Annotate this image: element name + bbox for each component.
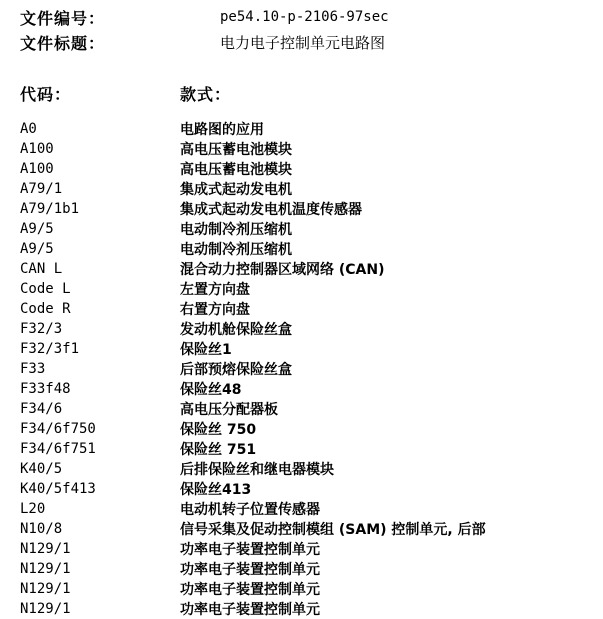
- list-item: [20, 159, 600, 179]
- description-column-header: 款式：: [180, 85, 232, 104]
- document-number-row: [20, 6, 389, 28]
- component-description: 功率电子装置控制单元: [180, 602, 320, 618]
- component-code: A79/1b1: [20, 201, 80, 217]
- list-item: [20, 479, 600, 499]
- component-description: 后排保险丝和继电器模块: [180, 462, 334, 478]
- list-item: [20, 459, 600, 479]
- component-code: Code L: [20, 281, 71, 297]
- component-description: 保险丝48: [180, 382, 242, 398]
- list-item: [20, 259, 600, 279]
- component-code: A100: [20, 161, 54, 177]
- list-item: [20, 599, 600, 619]
- component-code: K40/5: [20, 461, 63, 477]
- component-code: F32/3: [20, 321, 63, 337]
- list-item: [20, 219, 600, 239]
- component-description: 功率电子装置控制单元: [180, 562, 320, 578]
- component-description: 集成式起动发电机: [180, 182, 292, 198]
- component-code: A9/5: [20, 241, 54, 257]
- component-code: L20: [20, 501, 46, 517]
- list-item: [20, 519, 600, 539]
- component-code: F34/6f751: [20, 441, 96, 457]
- component-description: 发动机舱保险丝盒: [180, 322, 292, 338]
- component-description: 功率电子装置控制单元: [180, 542, 320, 558]
- component-code: N129/1: [20, 541, 71, 557]
- component-code: F33f48: [20, 381, 71, 397]
- component-description: 后部预熔保险丝盒: [180, 362, 292, 378]
- component-code: A9/5: [20, 221, 54, 237]
- list-item: [20, 559, 600, 579]
- component-code: F34/6f750: [20, 421, 96, 437]
- component-code: A79/1: [20, 181, 63, 197]
- component-code: CAN L: [20, 261, 63, 277]
- component-code: F33: [20, 361, 46, 377]
- list-item: [20, 419, 600, 439]
- component-code: A0: [20, 121, 37, 137]
- component-description: 高电压分配器板: [180, 402, 278, 418]
- list-item: [20, 279, 600, 299]
- component-description: 保险丝 751: [180, 442, 257, 458]
- list-item: [20, 339, 600, 359]
- component-code: N129/1: [20, 601, 71, 617]
- component-description: 电动制冷剂压缩机: [180, 242, 292, 258]
- document-title-row: [20, 31, 385, 53]
- component-description: 高电压蓄电池模块: [180, 142, 292, 158]
- component-description: 电路图的应用: [180, 122, 264, 138]
- component-description: 保险丝 750: [180, 422, 257, 438]
- list-item: [20, 579, 600, 599]
- code-column-header: 代码：: [20, 85, 72, 104]
- document-title-label: 文件标题：: [20, 33, 106, 53]
- component-code: A100: [20, 141, 54, 157]
- component-code: Code R: [20, 301, 71, 317]
- document-number-label: 文件编号：: [20, 8, 106, 28]
- list-item: [20, 299, 600, 319]
- list-item: [20, 119, 600, 139]
- list-item: [20, 239, 600, 259]
- list-item: [20, 179, 600, 199]
- component-code: N129/1: [20, 581, 71, 597]
- component-description: 信号采集及促动控制模组 (SAM) 控制单元, 后部: [180, 522, 486, 538]
- component-code: F34/6: [20, 401, 63, 417]
- component-description: 右置方向盘: [180, 302, 250, 318]
- list-item: [20, 539, 600, 559]
- document-number-value: pe54.10-p-2106-97sec: [220, 9, 389, 25]
- component-description: 功率电子装置控制单元: [180, 582, 320, 598]
- list-item: [20, 379, 600, 399]
- list-item: [20, 439, 600, 459]
- component-code: F32/3f1: [20, 341, 80, 357]
- component-code: N129/1: [20, 561, 71, 577]
- component-description: 电动机转子位置传感器: [180, 502, 320, 518]
- component-description: 混合动力控制器区域网络 (CAN): [180, 262, 385, 278]
- list-item: [20, 359, 600, 379]
- component-description: 左置方向盘: [180, 282, 250, 298]
- component-list: [20, 119, 600, 619]
- list-item: [20, 139, 600, 159]
- component-description: 保险丝413: [180, 482, 252, 498]
- list-item: [20, 499, 600, 519]
- component-description: 保险丝1: [180, 342, 232, 358]
- component-description: 高电压蓄电池模块: [180, 162, 292, 178]
- list-item: [20, 399, 600, 419]
- document-title-value: 电力电子控制单元电路图: [220, 33, 386, 52]
- component-description: 电动制冷剂压缩机: [180, 222, 292, 238]
- list-item: [20, 319, 600, 339]
- list-item: [20, 199, 600, 219]
- component-code: K40/5f413: [20, 481, 96, 497]
- component-code: N10/8: [20, 521, 63, 537]
- component-description: 集成式起动发电机温度传感器: [180, 202, 362, 218]
